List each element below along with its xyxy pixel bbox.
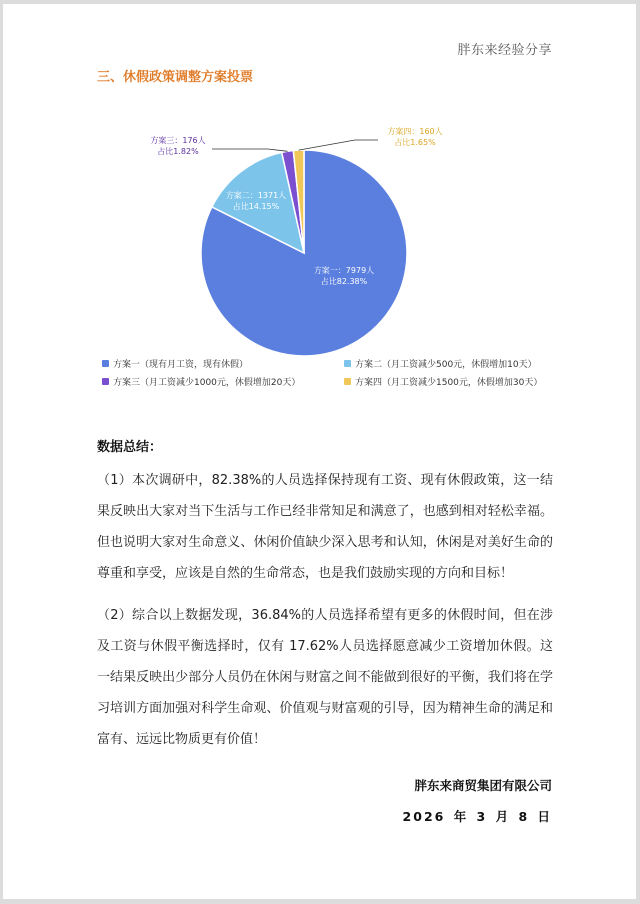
legend-swatch-4 [344,378,351,385]
summary-paragraph-1: （1）本次调研中，82.38%的人员选择保持现有工资、现有休假政策，这一结果反映出大家对当下生活与工作已经非常知足和满意了，也感到相对轻松幸福。但也说明大家对生命意义、休闲价值缺少深入思考和认知，休闲是对美好生命的尊重和享受，应该是自然的生命常态，也是我们鼓励实现的方向和目标！ [97,473,553,581]
slice-percent-4: 占比1.65% [394,138,436,147]
slice-label-2: 方案二：1371人 [225,191,287,200]
legend-item-2 [344,357,537,370]
section-title: 三、休假政策调整方案投票 [97,70,254,85]
legend-swatch-2 [344,360,351,367]
legend-swatch-1 [102,360,109,367]
slice-percent-3: 占比1.82% [157,147,199,156]
legend-label-1: 方案一（现有月工资，现有休假） [113,360,249,370]
pie-chart [0,0,640,360]
legend-label-4: 方案四（月工资减少1500元，休假增加30天） [355,378,543,388]
legend-label-3: 方案三（月工资减少1000元，休假增加20天） [113,378,301,388]
slice-label-4: 方案四：160人 [387,127,443,136]
legend-item-4 [344,375,542,388]
leader-line-3 [212,149,288,151]
legend-swatch-3 [102,378,109,385]
company-name: 胖东来商贸集团有限公司 [414,778,552,793]
legend-item-3 [102,375,300,388]
legend-item-1 [102,357,248,370]
summary-heading: 数据总结： [97,440,163,455]
slice-percent-1: 占比82.38% [320,277,368,286]
legend-label-2: 方案二（月工资减少500元，休假增加10天） [355,360,537,370]
header-brand: 胖东来经验分享 [457,43,552,58]
document-date: 2026 年 3 月 8 日 [402,809,552,824]
slice-label-3: 方案三：176人 [150,136,206,145]
slice-label-1: 方案一：7979人 [313,266,375,275]
leader-line-4 [299,140,378,150]
summary-paragraph-2: （2）综合以上数据发现，36.84%的人员选择希望有更多的休假时间，但在涉及工资与休假平衡选择时，仅有 17.62%人员选择愿意减少工资增加休假。这一结果反映出少部分人员仍在休闲与财富之间不能做到很好的平衡，我们将在学习培训方面加强对科学生命观、价值观与财富观的引导，因为精神生命的满足和富有、远远比物质更有价值！ [97,608,553,747]
slice-percent-2: 占比14.15% [232,202,280,211]
